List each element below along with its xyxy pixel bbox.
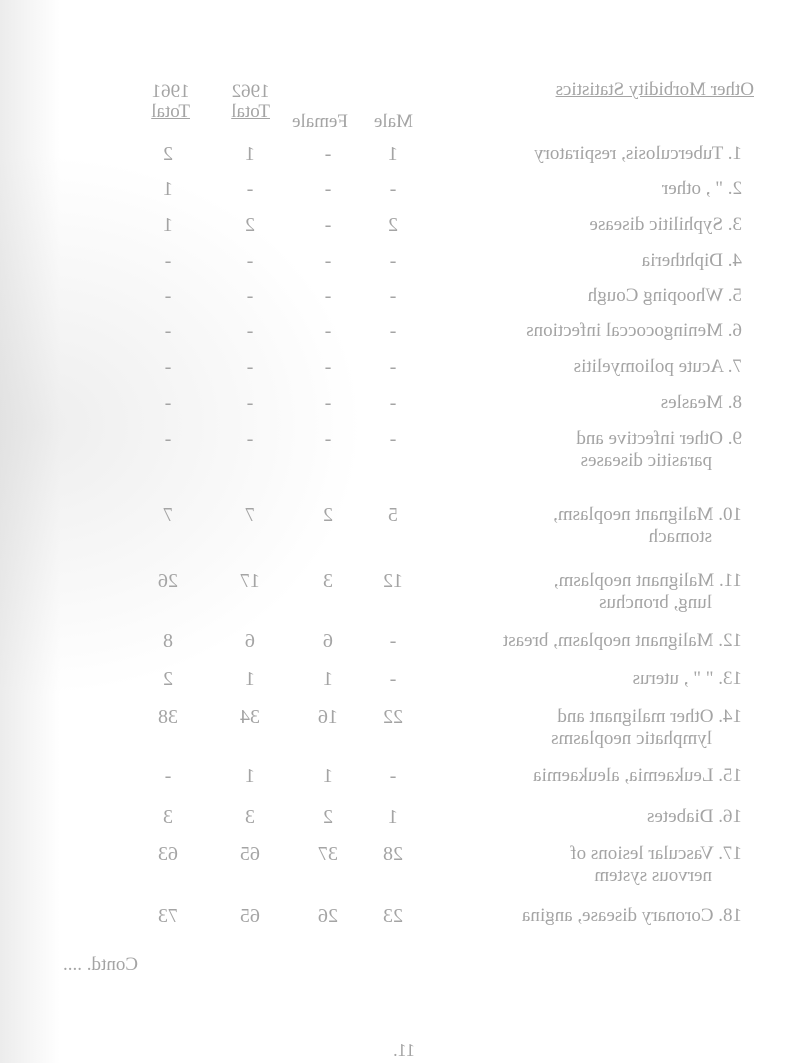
cell-r12-1962: 6 bbox=[245, 630, 255, 652]
cell-r2-male: - bbox=[389, 178, 397, 200]
cell-r3-1962: 2 bbox=[245, 214, 255, 236]
cell-r17-female: 37 bbox=[318, 843, 338, 865]
cell-r17-1961: 63 bbox=[158, 843, 178, 865]
cell-r15-female: 1 bbox=[323, 765, 333, 787]
continued-note: Contd. .... bbox=[63, 954, 138, 975]
cell-r1-1961: 2 bbox=[163, 143, 173, 165]
row-label-3: 3. Syphilitic disease bbox=[589, 214, 742, 235]
row-label-16: 16. Diabetes bbox=[647, 806, 742, 827]
cell-r2-1961: 1 bbox=[163, 178, 173, 200]
cell-r12-female: 6 bbox=[323, 630, 333, 652]
cell-r17-male: 28 bbox=[383, 843, 403, 865]
cell-r3-female: - bbox=[324, 214, 332, 236]
cell-r4-1962: - bbox=[246, 250, 254, 272]
cell-r10-1961: 7 bbox=[163, 504, 173, 526]
cell-r7-male: - bbox=[389, 356, 397, 378]
header-total-1962: 1962 Total bbox=[231, 81, 270, 122]
cell-r13-1962: 1 bbox=[245, 668, 255, 690]
row-label-6: 6. Meningococcal infections bbox=[526, 320, 742, 341]
cell-r18-female: 26 bbox=[318, 905, 338, 927]
cell-r14-1962: 34 bbox=[240, 706, 260, 728]
row-label-8: 8. Measles bbox=[660, 392, 742, 413]
cell-r4-female: - bbox=[324, 250, 332, 272]
cell-r1-female: - bbox=[324, 143, 332, 165]
cell-r15-male: - bbox=[389, 765, 397, 787]
cell-r17-1962: 65 bbox=[240, 843, 260, 865]
cell-r7-female: - bbox=[324, 356, 332, 378]
cell-r13-1961: 2 bbox=[163, 668, 173, 690]
row-label-18: 18. Coronary disease, angina bbox=[521, 905, 742, 926]
cell-r8-1962: - bbox=[246, 392, 254, 414]
row-label-5: 5. Whooping Cough bbox=[587, 285, 742, 306]
cell-r8-female: - bbox=[324, 392, 332, 414]
cell-r11-1962: 17 bbox=[240, 570, 260, 592]
cell-r2-1962: - bbox=[246, 178, 254, 200]
cell-r15-1962: 1 bbox=[245, 765, 255, 787]
cell-r11-1961: 26 bbox=[158, 570, 178, 592]
cell-r13-female: 1 bbox=[323, 668, 333, 690]
cell-r6-1962: - bbox=[246, 320, 254, 342]
cell-r16-1962: 3 bbox=[245, 806, 255, 828]
cell-r5-1961: - bbox=[164, 285, 172, 307]
cell-r4-male: - bbox=[389, 250, 397, 272]
cell-r4-1961: - bbox=[164, 250, 172, 272]
page-number: 11. bbox=[393, 1040, 415, 1060]
cell-r14-1961: 38 bbox=[158, 706, 178, 728]
cell-r13-male: - bbox=[389, 668, 397, 690]
cell-r16-female: 2 bbox=[323, 806, 333, 828]
row-label-11: 11. Malignant neoplasm, lung, bronchus bbox=[553, 570, 742, 613]
cell-r14-male: 22 bbox=[383, 706, 403, 728]
cell-r5-female: - bbox=[324, 285, 332, 307]
cell-r12-male: - bbox=[389, 630, 397, 652]
row-label-2: 2. " , other bbox=[661, 178, 742, 199]
row-label-9: 9. Other infective and parasitic diseases bbox=[576, 428, 742, 471]
row-label-10: 10. Malignant neoplasm, stomach bbox=[553, 504, 742, 547]
cell-r9-1961: - bbox=[164, 428, 172, 450]
cell-r18-1961: 73 bbox=[158, 905, 178, 927]
cell-r10-1962: 7 bbox=[245, 504, 255, 526]
cell-r1-male: 1 bbox=[388, 143, 398, 165]
row-label-15: 15. Leukaemia, aleukaemia bbox=[533, 765, 742, 786]
cell-r5-male: - bbox=[389, 285, 397, 307]
header-male: Male bbox=[373, 111, 413, 132]
cell-r8-1961: - bbox=[164, 392, 172, 414]
row-label-14: 14. Other malignant and lymphatic neoplasms bbox=[551, 706, 742, 749]
cell-r10-female: 2 bbox=[323, 504, 333, 526]
cell-r2-female: - bbox=[324, 178, 332, 200]
cell-r6-1961: - bbox=[164, 320, 172, 342]
header-other-morbidity: Other Morbidity Statistics bbox=[555, 79, 754, 100]
cell-r16-1961: 3 bbox=[163, 806, 173, 828]
row-label-17: 17. Vascular lesions of nervous system bbox=[570, 843, 742, 886]
cell-r9-1962: - bbox=[246, 428, 254, 450]
cell-r11-male: 12 bbox=[383, 570, 403, 592]
cell-r10-male: 5 bbox=[388, 504, 398, 526]
cell-r3-1961: 1 bbox=[163, 214, 173, 236]
cell-r9-male: - bbox=[389, 428, 397, 450]
header-total-1961: 1961 Total bbox=[151, 81, 190, 122]
cell-r6-male: - bbox=[389, 320, 397, 342]
cell-r6-female: - bbox=[324, 320, 332, 342]
cell-r5-1962: - bbox=[246, 285, 254, 307]
cell-r7-1961: - bbox=[164, 356, 172, 378]
row-label-13: 13. " " , uterus bbox=[632, 668, 742, 689]
row-label-12: 12. Malignant neoplasm, breast bbox=[502, 630, 742, 651]
cell-r7-1962: - bbox=[246, 356, 254, 378]
cell-r3-male: 2 bbox=[388, 214, 398, 236]
cell-r11-female: 3 bbox=[323, 570, 333, 592]
row-label-4: 4. Diphtheria bbox=[641, 250, 742, 271]
header-female: Female bbox=[292, 111, 348, 132]
row-label-7: 7. Acute poliomyelitis bbox=[573, 356, 742, 377]
cell-r18-1962: 65 bbox=[240, 905, 260, 927]
cell-r16-male: 1 bbox=[388, 806, 398, 828]
cell-r8-male: - bbox=[389, 392, 397, 414]
cell-r1-1962: 1 bbox=[245, 143, 255, 165]
page-edge-shadow bbox=[0, 0, 60, 1063]
cell-r12-1961: 8 bbox=[163, 630, 173, 652]
cell-r18-male: 23 bbox=[383, 905, 403, 927]
cell-r15-1961: - bbox=[164, 765, 172, 787]
row-label-1: 1. Tuberculosis, respiratory bbox=[534, 143, 742, 164]
cell-r14-female: 16 bbox=[318, 706, 338, 728]
cell-r9-female: - bbox=[324, 428, 332, 450]
